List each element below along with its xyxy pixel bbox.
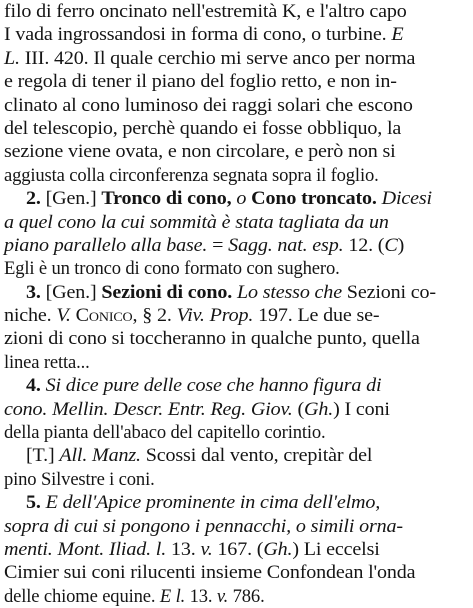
text-segment: Cono troncato. [251,188,377,210]
text-segment: pino Silvestre i coni. [4,468,155,490]
text-line [4,234,469,257]
text-segment: Dicesi [376,188,432,210]
text-segment: E [391,24,404,46]
text-segment: v. [200,538,213,560]
text-segment: Gh. [263,538,293,560]
text-line [4,351,469,374]
text-segment: aggiusta colla circonferenza segnata sopra il foglio. [4,164,379,186]
text-line [4,444,469,467]
text-segment: clinato al cono luminoso dei raggi solari che escono [4,94,413,116]
text-segment: a quel cono la cui sommità è stata tagliata da un [4,211,389,233]
text-line [4,0,469,23]
text-segment: filo di ferro oncinato nell'estremità K, e l'altro capo [4,1,407,22]
text-line [4,117,469,140]
text-segment: III. 420. [24,47,89,69]
text-line [4,94,469,117]
text-line [4,515,469,538]
text-line [4,257,469,280]
text-segment: V. [56,305,71,327]
text-segment: sopra di cui si pongono i pennacchi, o simili orna- [4,515,403,537]
text-segment: delle chiome equine. [4,585,160,607]
text-line [4,281,469,304]
text-line [4,491,469,514]
text-segment: 13. [185,585,217,607]
text-segment: Il quale cerchio mi serve anco per norma [88,47,416,69]
text-segment: ( [292,398,305,420]
text-line [4,421,469,444]
text-segment: e regola di tener il piano del foglio retto, e non in- [4,71,397,93]
text-segment: della pianta dell'abaco del capitello corintio. [4,422,326,444]
text-segment: Scossi dal vento, crepitàr del [140,445,373,467]
text-segment: piano parallelo alla base. [4,234,208,256]
text-segment: Sagg. nat. esp. [228,234,344,256]
text-line [4,304,469,327]
text-line [4,164,469,187]
text-segment: 4. [26,375,41,397]
text-segment: ) Li eccelsi [292,538,380,560]
text-segment: All. Manz. [59,445,141,467]
text-segment: 167. ( [212,538,264,560]
text-line [4,187,469,210]
text-segment: [T.] [26,445,60,467]
text-segment: L. [4,47,25,69]
text-segment: cono. Mellin. Descr. Entr. Reg. Giov. [4,398,293,420]
text-segment: zioni di cono si toccheranno in qualche punto, quella [4,328,420,350]
text-segment: 13. [166,538,201,560]
text-line [4,538,469,561]
text-segment: Si dice pure delle cose che hanno figura di [40,375,382,397]
text-segment: 3. [26,281,41,303]
text-line [4,211,469,234]
text-line [4,398,469,421]
text-segment: ) [397,234,405,256]
text-line [4,468,469,491]
text-segment: Conico [70,305,133,327]
text-segment: Sezioni co- [341,281,436,303]
text-line [4,585,469,608]
text-line [4,374,469,397]
text-line [4,47,469,70]
text-segment: Viv. Prop. [176,305,254,327]
text-segment: Lo stesso che [232,281,342,303]
text-segment: Cimier sui coni rilucenti insieme Confondean l'onda [4,562,416,584]
text-segment: [Gen.] [40,188,102,210]
text-segment: niche. [4,305,57,327]
text-segment: I vada ingrossandosi in forma di cono, o turbine. [4,24,392,46]
text-segment: Gh. [304,398,334,420]
text-segment: sezione viene ovata, e non circolare, e però non si [4,141,396,163]
text-segment: ) I coni [333,398,390,420]
text-segment: 2. [26,188,41,210]
text-segment: E l. [159,585,186,607]
text-segment: 197. Le due se- [253,305,380,327]
entry-text-body [4,0,469,608]
text-line [4,561,469,584]
text-segment: v. [216,585,229,607]
text-segment: 786. [228,585,265,607]
text-segment: Tronco di cono, [101,188,232,210]
text-line [4,140,469,163]
text-segment: 12. ( [343,234,385,256]
text-segment: = [207,234,229,256]
text-segment: 5. [26,492,41,514]
text-segment: E dell'Apice prominente in cima dell'elmo, [40,492,381,514]
text-segment: [Gen.] [40,281,102,303]
text-line [4,327,469,350]
text-segment: Egli è un tronco di cono formato con sughero. [4,258,340,280]
text-segment: , § 2. [132,305,177,327]
text-segment: menti. Mont. Iliad. l. [4,538,167,560]
text-segment: linea retta... [4,351,90,373]
text-segment: o [231,188,252,210]
text-segment: del telescopio, perchè quando ei fosse obbliquo, la [4,117,402,139]
text-segment: Sezioni di cono. [101,281,233,303]
text-line [4,70,469,93]
text-line [4,23,469,46]
text-segment: C [384,234,398,256]
